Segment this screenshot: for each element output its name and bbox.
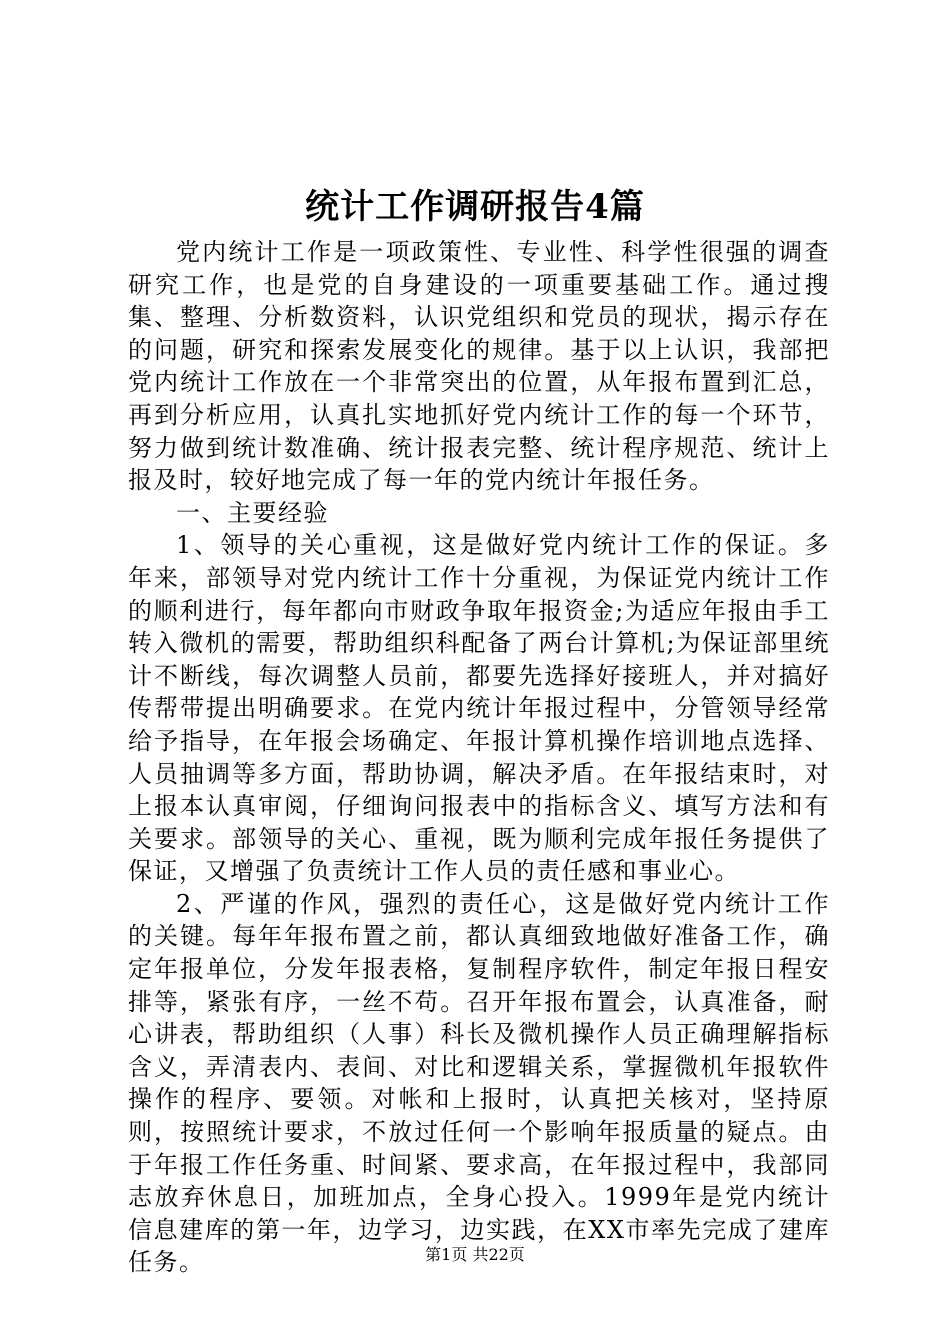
experience-paragraph-2: 2、严谨的作风，强烈的责任心，这是做好党内统计工作的关键。每年年报布置之前，都认真细致地做好准备工作，确定年报单位，分发年报表格，复制程序软件，制定年报日程安排等，紧张有序，一丝不苟。召开年报布置会，认真准备，耐心讲表，帮助组织（人事）科长及微机操作人员正确理解指标含义，弄清表内、表间、对比和逻辑关系，掌握微机年报软件操作的程序、要领。对帐和上报时，认真把关核对，坚持原则，按照统计要求，不放过任何一个影响年报质量的疑点。由于年报工作任务重、时间紧、要求高，在年报过程中，我部同志放弃休息日，加班加点，全身心投入。1999年是党内统计信息建库的第一年，边学习，边实践，在XX市率先完成了建库任务。 — [128, 889, 830, 1277]
section-heading: 一、主要经验 — [176, 498, 329, 527]
experience-paragraph-1: 1、领导的关心重视，这是做好党内统计工作的保证。多年来，部领导对党内统计工作十分重视，为保证党内统计工作的顺利进行，每年都向市财政争取年报资金;为适应年报由手工转入微机的需要，帮助组织科配备了两台计算机;为保证部里统计不断线，每次调整人员前，都要先选择好接班人，并对搞好传帮带提出明确要求。在党内统计年报过程中，分管领导经常给予指导，在年报会场确定、年报计算机操作培训地点选择、人员抽调等多方面，帮助协调，解决矛盾。在年报结束时，对上报本认真审阅，仔细询问报表中的指标含义、填写方法和有关要求。部领导的关心、重视，既为顺利完成年报任务提供了保证，又增强了负责统计工作人员的责任感和事业心。 — [128, 531, 830, 886]
document-title: 统计工作调研报告4篇 — [305, 187, 645, 227]
document-body — [128, 236, 830, 1279]
intro-paragraph: 党内统计工作是一项政策性、专业性、科学性很强的调查研究工作，也是党的自身建设的一项重要基础工作。通过搜集、整理、分析数资料，认识党组织和党员的现状，揭示存在的问题，研究和探索发展变化的规律。基于以上认识，我部把党内统计工作放在一个非常突出的位置，从年报布置到汇总，再到分析应用，认真扎实地抓好党内统计工作的每一个环节，努力做到统计数准确、统计报表完整、统计程序规范、统计上报及时，较好地完成了每一年的党内统计年报任务。 — [128, 238, 830, 495]
page-footer: 第1页 共22页 — [425, 1245, 525, 1264]
